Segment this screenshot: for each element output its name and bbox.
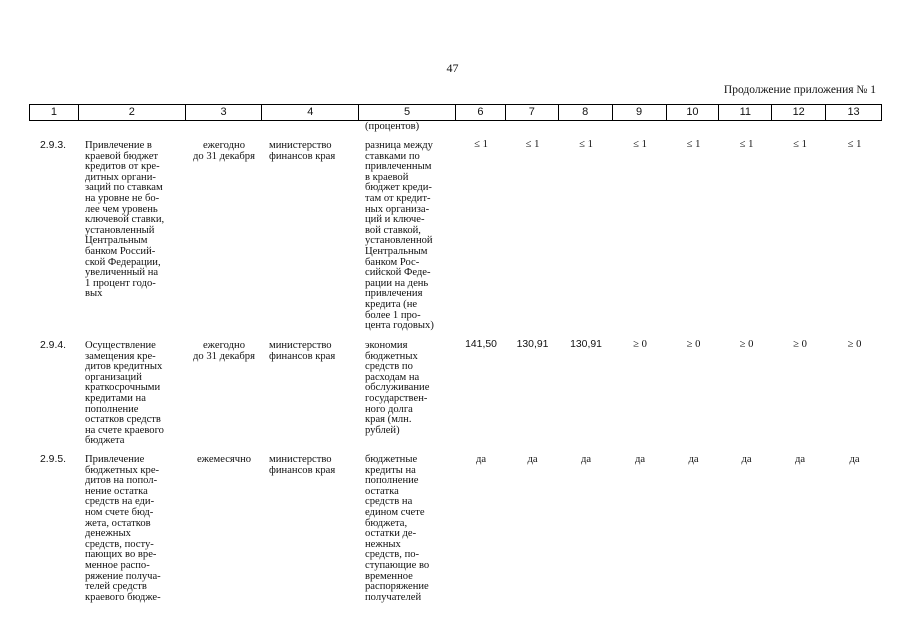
row-value-col13: ≤ 1	[847, 139, 862, 150]
col-header-1: 1	[30, 105, 79, 120]
row-indicator: разница между ставками по привлеченным в краевой бюджет креди- там от кредит- ных организа- ций и ключе- вой ставкой, установленной Центральным банком Рос- сийской Феде- рации на день привлечения кредита (не более 1 про- цента годовых)	[365, 140, 434, 332]
row-value-col6: да	[475, 454, 487, 465]
row-value-col12: ≥ 0	[793, 339, 807, 350]
row-value-col6: 141,50	[465, 339, 497, 350]
col-header-6: 6	[456, 105, 506, 120]
row-value-col8: да	[580, 454, 592, 465]
page-number: 47	[446, 61, 459, 75]
row-value-col10: ≥ 0	[686, 339, 701, 350]
row-value-col11: ≤ 1	[739, 139, 754, 150]
row-value-col13: ≥ 0	[847, 339, 862, 350]
col-header-3: 3	[186, 105, 263, 120]
row-value-col8: ≤ 1	[579, 139, 593, 150]
row-responsible: министерство финансов края	[269, 140, 336, 162]
row-number: 2.9.3.	[40, 140, 66, 151]
col-header-5: 5	[359, 105, 456, 120]
row-value-col7: 130,91	[516, 339, 549, 350]
row-value-col12: да	[794, 454, 806, 465]
col-header-8: 8	[559, 105, 613, 120]
col-header-9: 9	[613, 105, 667, 120]
row-value-col7: ≤ 1	[525, 139, 540, 150]
col-header-7: 7	[506, 105, 559, 120]
table-header-row	[29, 104, 882, 121]
col-header-10: 10	[667, 105, 720, 120]
carryover-text: (процентов)	[365, 121, 420, 132]
row-indicator: экономия бюджетных средств по расходам на обслуживание государствен- ного долга края (млн. рублей)	[365, 340, 430, 436]
row-number: 2.9.4.	[40, 340, 66, 351]
row-value-col9: да	[634, 454, 646, 465]
row-value-col9: ≥ 0	[633, 339, 647, 350]
row-period: ежегодно до 31 декабря	[193, 340, 255, 362]
col-header-11: 11	[719, 105, 772, 120]
row-value-col10: да	[688, 454, 699, 465]
continuation-label: Продолжение приложения № 1	[723, 84, 876, 96]
row-value-col6: ≤ 1	[474, 139, 488, 150]
row-period: ежегодно до 31 декабря	[193, 140, 255, 162]
row-value-col13: да	[849, 454, 860, 465]
row-value-col10: ≤ 1	[686, 139, 701, 150]
col-header-12: 12	[772, 105, 826, 120]
row-period: ежемесячно	[196, 454, 252, 465]
row-value-col8: 130,91	[570, 339, 602, 350]
col-header-2: 2	[79, 105, 186, 120]
row-responsible: министерство финансов края	[269, 340, 336, 362]
row-responsible: министерство финансов края	[269, 454, 336, 476]
row-value-col7: да	[527, 454, 538, 465]
col-header-4: 4	[262, 105, 359, 120]
row-number: 2.9.5.	[40, 454, 66, 465]
col-header-13: 13	[847, 106, 860, 118]
row-value-col12: ≤ 1	[793, 139, 807, 150]
row-activity: Привлечение бюджетных кре- дитов на попол- нение остатка средств на еди- ном счете бюд- жета, остатков денежных средств, посту- пающих во вре- менное распо- ряжение получа- телей средств краевого бюдже-	[85, 454, 161, 603]
row-activity: Привлечение в краевой бюджет кредитов от кре- дитных органи- заций по ставкам на уровне не бо- лее чем уровень ключевой ставки, установленный Центральным банком Россий- ской Федерации, увеличенный на 1 процент годо- вых	[85, 140, 165, 300]
row-activity: Осуществление замещения кре- дитов кредитных организаций краткосрочными кредитами на пополнение остатков средств на счете краевого бюджета	[85, 340, 164, 447]
row-indicator: бюджетные кредиты на пополнение остатка средств на едином счете бюджета, остатки де- нежных средств, по- ступающие во временное распоряжение получателей	[365, 454, 430, 603]
row-value-col9: ≤ 1	[633, 139, 647, 150]
row-value-col11: ≥ 0	[739, 339, 754, 350]
row-value-col11: да	[741, 454, 752, 465]
